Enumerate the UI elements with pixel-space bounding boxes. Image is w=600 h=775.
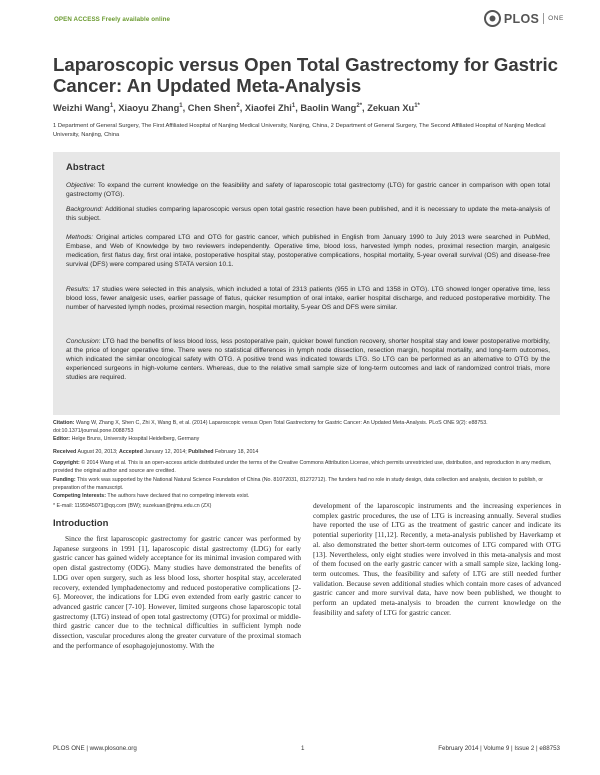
plos-one-logo [484,10,564,27]
article-title: Laparoscopic versus Open Total Gastrectomy for Gastric Cancer: An Updated Meta-Analysis [53,54,558,96]
author: Xiaoyu Zhang$^1$, [118,103,188,114]
logo-divider [543,13,544,24]
author: Zekuan $Xu^{1*}$ [367,103,420,114]
abstract-heading: Abstract [66,162,105,173]
abstract-background: Background: Additional studies comparing laparoscopic versus open total gastric resection have been published, and it is necessary to update the meta-analysis of this subject. [66,206,550,222]
intro-paragraph-continued: development of the laparoscopic instruments and the increasing experiences in complex gastric procedures, the use of LTG is increasing annually. Several studies have reported the use of LTG as the treatment of gastric cancer and indicate its potential superiority [11,12]. Recently, a meta-analysis published by Haverkamp et al. also demonstrated the better short-term outcomes of LTG compared with OTG [13]. Nevertheless, only eight studies were involved in this meta-analysis and most of them focused on the early gastric cancer with a small sample size, lacking long-term outcomes. Thus, the feasibility and safety of LTG are still needed further validation. Because seven additional studies which contain more cases of advanced gastric cancer and more survival data, have now been published, we thought to perform an updated meta-analysis to broaden the current knowledge on the feasibility and safety of LTG for gastric cancer. [313,501,561,617]
page-number: 1 [301,745,305,752]
logo-word: PLOS [503,11,540,26]
funding: Funding: This work was supported by the National Natural Science Foundation of China (No. 81072031, 81272712). The funders had no role in study design, data collection and analysis, decision to publish, or preparation of the manuscript. [53,477,544,491]
introduction-left-column [53,534,301,650]
corresponding-email: * E-mail: 1195945071@qq.com (BW); xuzekuan@njmu.edu.cn (ZX) [53,503,212,509]
journal-header [0,0,600,30]
abstract-box [53,152,560,415]
footer-journal: PLOS ONE | www.plosone.org [53,745,137,752]
dates: Received August 20, 2013; Accepted January 12, 2014; Published February 18, 2014 [53,449,259,455]
intro-paragraph: Since the first laparoscopic gastrectomy for gastric cancer was performed by Japanese surgeons in 1991 [1], laparoscopic distal gastrectomy (LDG) for early gastric cancer has gained widely acceptance for its minimal invasion compared with open distal gastrectomy (ODG). Many studies have demonstrated the benefits of LDG over open surgery, such as less blood loss, shorter hospital stay, accelerated recovery, extended lymphadenectomy and reduced postoperative complications [2-6]. Moreover, the indications for LDG even extended from early gastric cancer to advanced gastric cancer [7-10]. However, limited surgeons chose laparoscopic total gastrectomy (LTG) instead of open total gastrectomy (OTG) for proximal or middle-third gastric cancer due to the technical difficulties in sufficient lymph node dissection, vascular procedures along the greater curvature of the proximal stomach and the performance of esophagojejunostomy. With the [53,534,301,650]
introduction-right-column [313,501,561,617]
author: Xiaofei Zhi$^1$, [244,103,301,114]
author: Baolin Wang$^{2*}$, [300,103,368,114]
editor: Editor: Helge Bruns, University Hospital Heidelberg, Germany [53,436,200,442]
abstract-objective: Objective: To expand the current knowledge on the feasibility and safety of laparoscopic total gastrectomy (LTG) for gastric cancer in comparison with open total gastrectomy (OTG). [66,182,550,198]
logo-one: ONE [548,15,564,22]
author-list [53,103,563,113]
competing-interests: Competing Interests: The authors have declared that no competing interests exist. [53,493,250,499]
abstract-results: Results: 17 studies were selected in this analysis, which included a total of 2313 patients (955 in LTG and 1358 in OTG). LTG showed longer operative time, less blood loss, fewer analgesic uses, earlier passage of flatus, quicker resumption of oral intake, earlier hospital discharge, and reduced postoperative morbidity. The number of harvested lymph nodes, proximal resection margin, hospital mortality, 5-year OS and DFS were similar. [66,286,550,311]
author: Weizhi Wang$^1$, [53,103,119,114]
plos-logo-icon [484,10,501,27]
abstract-conclusion: Conclusion: LTG had the benefits of less blood loss, less postoperative pain, quicker bowel function recovery, shorter hospital stay and lower postoperative morbidity, at the price of longer operative time. There were no statistical differences in lymph node dissection, resection margin, hospital mortality, and long-term outcomes, which indicated the similar oncological safety with OTG. A positive trend was indicated towards LTG. So LTG can be performed as an alternative to OTG by the experienced surgeons in high-volume centers. Whereas, due to the relative small sample size of long-term outcomes and lack of randomized control trials, more studies are required. [66,338,550,381]
abstract-methods: Methods: Original articles compared LTG and OTG for gastric cancer, which published in English from January 1990 to July 2013 were searched in PubMed, Embase, and Web of Knowledge by two reviewers independently. Operative time, blood loss, harvested lymph nodes, proximal resection margin, analgesic medication, first flatus day, first oral intake, postoperative hospital stay, postoperative complications, hospital mortality, 5-year overall survival (OS) and disease-free survival (DFS) were compared using STATA version 10.1. [66,234,550,268]
introduction-heading: Introduction [53,518,109,529]
open-access-label: OPEN ACCESS Freely available online [54,16,171,23]
affiliations: 1 Department of General Surgery, The First Affiliated Hospital of Nanjing Medical University, Nanjing, China, 2 Department of General Surgery, The Second Affiliated Hospital of Nanjing Medical University, Nanjing, China [53,123,546,138]
footer-issue: February 2014 | Volume 9 | Issue 2 | e88753 [438,745,560,752]
citation: Citation: Wang W, Zhang X, Shen C, Zhi X, Wang B, et al. (2014) Laparoscopic versus Open Total Gastrectomy for Gastric Cancer: An Updated Meta-Analysis. PLoS ONE 9(2): e88753. doi:10.1371/journal.pone.0088753 [53,420,488,434]
author: Chen Shen$^2$, [187,103,245,114]
copyright: Copyright: © 2014 Wang et al. This is an open-access article distributed under the terms of the Creative Commons Attribution License, which permits unrestricted use, distribution, and reproduction in any medium, provided the original author and source are credited. [53,460,552,474]
